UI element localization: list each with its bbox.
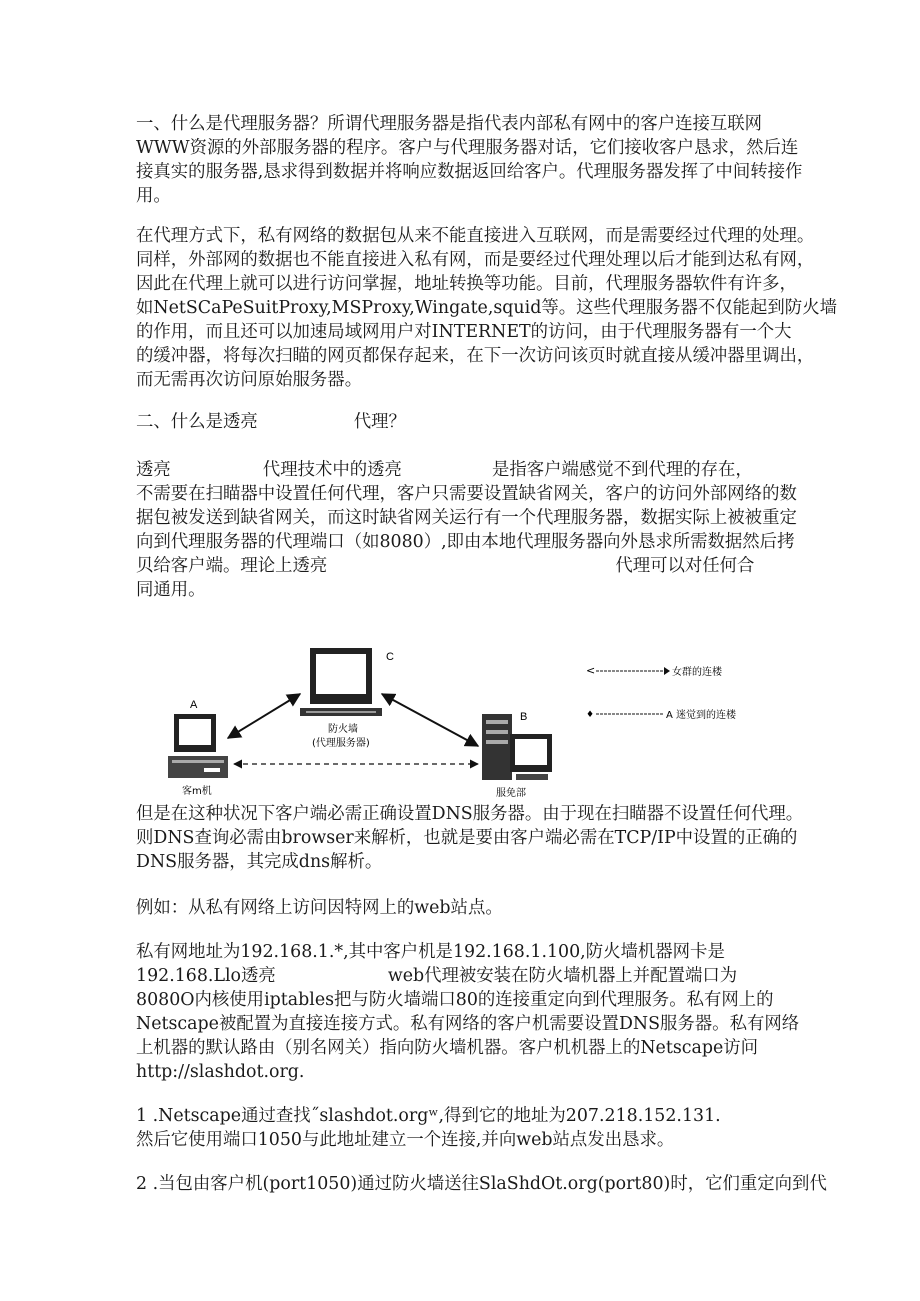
heading-part: 二、什么是透亮 [136, 412, 258, 432]
text-line: Netscape被配置为直接连接方式。私有网络的客户机需要设置DNS服务器。私有网络 [136, 1014, 800, 1034]
text-line: WWW资源的外部服务器的程序。客户与代理服务器对话，它们接收客户恳求，然后连 [136, 138, 799, 158]
text-line: 但是在这种状况下客户端必需正确设置DNS服务器。由于现在扫瞄器不设置任何代理。 [136, 804, 804, 824]
text-line: 不需要在扫瞄器中设置任何代理，客户只需要设置缺省网关，客户的访问外部网络的数 [136, 484, 797, 504]
text-line [136, 964, 737, 988]
text-line: 向到代理服务器的代理端口（如8080）,即由本地代理服务器向外恳求所需数据然后拷 [136, 532, 795, 552]
text-line: 的缓冲器，将每次扫瞄的网页都保存起来，在下一次访问该页时就直接从缓冲器里调出， [136, 346, 815, 366]
legend-1-label: 女群的连楼 [672, 667, 722, 678]
section-heading [136, 410, 406, 434]
firewall-server-connection [382, 694, 478, 746]
text-line: 接真实的服务器,恳求得到数据并将响应数据返回给客户。代理服务器发挥了中间转接作 [136, 162, 803, 182]
server-computer-icon [482, 714, 552, 780]
proxy-network-diagram [160, 638, 780, 798]
client-computer-icon [168, 714, 228, 778]
legend-2-label: A 迷觉到的连楼 [666, 710, 737, 721]
text-line: 的作用，而且还可以加速局域网用户对INTERNET的访问，由于代理服务器有一个大 [136, 322, 792, 342]
text-fragment: web代理被安装在防火墙机器上并配置端口为 [387, 966, 738, 986]
text-line: 私有网地址为192.168.1.*,其中客户机是192.168.1.100,防火墙机器网卡是 [136, 942, 725, 962]
client-label: 客m机 [182, 786, 212, 797]
text-line: 据包被发送到缺省网关，而这时缺省网关运行有一个代理服务器，数据实际上被被重定 [136, 508, 797, 528]
client-firewall-connection [228, 694, 300, 738]
text-line: http://slashdot.org. [136, 1062, 305, 1082]
heading-part: 代理？ [353, 412, 406, 432]
text-line: DNS服务器，其完成dns解析。 [136, 852, 383, 872]
firewall-label: 防火墙 [328, 724, 358, 735]
label-c: C [386, 651, 394, 663]
text-line: 例如：从私有网络上访问因特网上的web站点。 [136, 898, 503, 918]
text-line: 因此在代理上就可以进行访问掌握，地址转换等功能。目前，代理服务器软件有许多， [136, 274, 797, 294]
text-fragment: 透亮 [136, 460, 171, 480]
legend-1-arrow-icon [664, 667, 670, 675]
legend-2-prefix: ♦ [586, 710, 595, 720]
text-line [136, 554, 754, 578]
text-fragment: 代理可以对任何合 [615, 556, 755, 576]
text-line: 而无需再次访问原始服务器。 [136, 370, 363, 390]
text-line: 8080O内核使用iptables把与防火墙端口80的连接重定向到代理服务。私有网上的 [136, 990, 774, 1010]
firewall-sublabel: (代理服务器) [312, 738, 370, 749]
text-line: 然后它使用端口1050与此地址建立一个连接,并向web站点发出恳求。 [136, 1130, 675, 1150]
legend-1-prefix: < [586, 664, 596, 677]
text-line: 用。 [136, 186, 171, 206]
text-fragment: 是指客户端感觉不到代理的存在， [491, 460, 753, 480]
text-line: 一、什么是代理服务器？所谓代理服务器是指代表内部私有网中的客户连接互联网 [136, 114, 763, 134]
text-line: 同样，外部网的数据也不能直接进入私有网，而是要经过代理处理以后才能到达私有网， [136, 250, 815, 270]
server-label: 服免部 [496, 788, 526, 798]
firewall-computer-icon [300, 648, 382, 716]
text-line: 在代理方式下，私有网络的数据包从来不能直接进入互联网，而是需要经过代理的处理。 [136, 226, 815, 246]
text-fragment: 192.168.Llo透亮 [136, 966, 276, 986]
text-fragment: 贝给客户端。理论上透亮 [136, 556, 328, 576]
text-line: 则DNS查询必需由browser来解析，也就是要由客户端必需在TCP/IP中设置的正确的 [136, 828, 798, 848]
label-b: B [520, 711, 528, 723]
text-fragment: 代理技术中的透亮 [262, 460, 402, 480]
text-line [136, 458, 753, 482]
text-line: 2 .当包由客户机(port1050)通过防火墙送往SlaShdOt.org(port80)时，它们重定向到代 [136, 1174, 827, 1194]
text-line: 如NetSCaPeSuitProxy,MSProxy,Wingate,squid等。这些代理服务器不仅能起到防火墙 [136, 298, 837, 318]
text-line: 1 .Netscape通过查找˝slashdot.orgʷ,得到它的地址为207.218.152.131. [136, 1106, 721, 1126]
text-line: 上机器的默认路由（别名网关）指向防火墙机器。客户机机器上的Netscape访问 [136, 1038, 759, 1058]
label-a: A [190, 699, 198, 711]
text-line: 同通用。 [136, 580, 206, 600]
